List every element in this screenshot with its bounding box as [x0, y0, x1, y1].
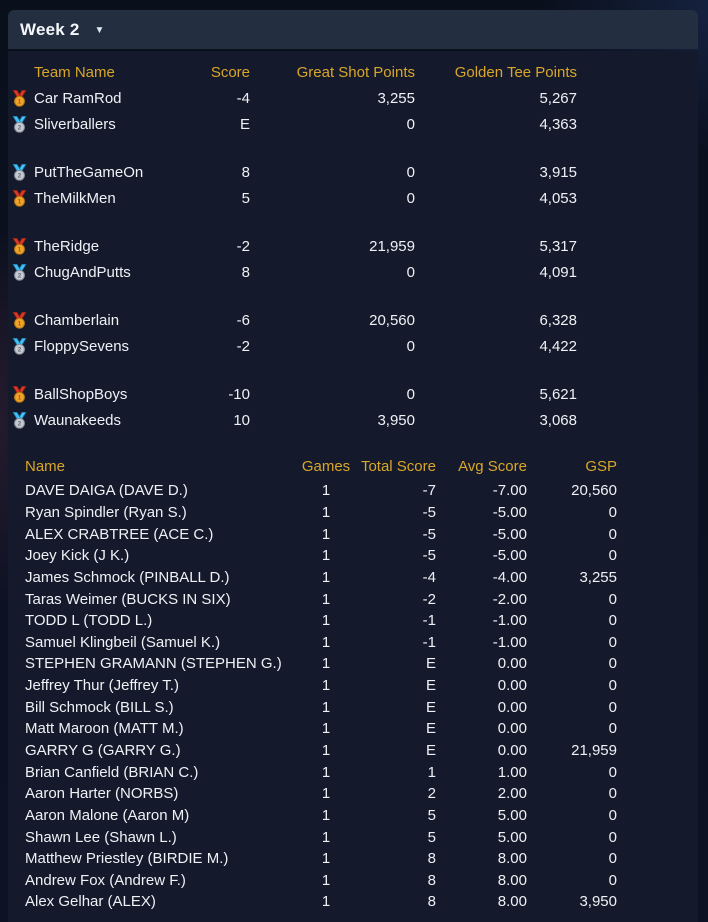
player-total-score: 2 [427, 785, 436, 803]
team-score: 10 [233, 411, 250, 429]
leaderboard-window [8, 10, 698, 922]
player-name: STEPHEN GRAMANN (STEPHEN G.) [25, 655, 282, 673]
player-avg-score: -1.00 [492, 612, 527, 630]
col-avg-score: Avg Score [458, 458, 527, 475]
player-total-score: 8 [427, 893, 436, 911]
player-avg-score: 8.00 [497, 871, 527, 889]
player-total-score: -5 [422, 547, 436, 565]
player-avg-score: 5.00 [497, 806, 527, 824]
team-name: FloppySevens [34, 337, 130, 355]
svg-text:1: 1 [17, 394, 22, 402]
team-table-body [8, 85, 698, 433]
player-games: 1 [321, 525, 331, 543]
player-name: Aaron Malone (Aaron M) [25, 806, 190, 824]
player-gsp: 0 [608, 850, 617, 868]
player-gsp: 0 [608, 590, 617, 608]
player-total-score: E [425, 742, 436, 759]
team-standings-table [8, 60, 698, 433]
team-score: -4 [236, 89, 250, 107]
team-row [8, 233, 698, 259]
player-row [8, 783, 698, 805]
team-name: TheMilkMen [34, 189, 116, 207]
svg-text:1: 1 [17, 246, 22, 254]
team-great-shot-points: 3,255 [377, 89, 415, 107]
team-great-shot-points: 0 [406, 189, 415, 207]
team-row [8, 407, 698, 433]
col-score: Score [210, 64, 250, 81]
player-avg-score: 1.00 [497, 763, 527, 781]
player-row [8, 805, 698, 827]
player-gsp: 0 [608, 871, 617, 889]
matchup-group [8, 85, 698, 137]
team-golden-tee-points: 5,267 [539, 89, 577, 107]
team-golden-tee-points: 5,317 [539, 237, 577, 255]
team-name: Chamberlain [34, 311, 120, 329]
player-name: Taras Weimer (BUCKS IN SIX) [25, 590, 231, 608]
team-golden-tee-points: 3,068 [539, 411, 577, 429]
player-table-header [8, 455, 698, 478]
player-name: Andrew Fox (Andrew F.) [25, 871, 186, 889]
player-total-score: -7 [422, 482, 436, 500]
team-score: -10 [228, 385, 250, 403]
player-games: 1 [321, 828, 331, 846]
player-avg-score: -2.00 [492, 590, 527, 608]
player-games: 1 [321, 612, 331, 630]
player-stats-table [8, 455, 698, 913]
team-great-shot-points: 21,959 [369, 237, 415, 255]
player-total-score: 8 [427, 871, 436, 889]
player-avg-score: 0.00 [497, 742, 527, 759]
team-golden-tee-points: 4,053 [539, 189, 577, 207]
player-row [8, 891, 698, 913]
silver-medal-icon [10, 264, 34, 281]
col-name: Name [25, 458, 66, 475]
player-games: 1 [321, 633, 331, 651]
player-gsp: 0 [608, 503, 617, 521]
player-gsp: 0 [608, 677, 617, 695]
player-gsp: 0 [608, 806, 617, 824]
player-total-score: -1 [422, 633, 436, 651]
team-great-shot-points: 3,950 [377, 411, 415, 429]
svg-text:2: 2 [17, 124, 22, 132]
player-gsp: 0 [608, 763, 617, 781]
player-gsp: 3,950 [579, 893, 617, 911]
player-gsp: 3,255 [579, 568, 617, 586]
player-table-body [8, 480, 698, 913]
matchup-group [8, 233, 698, 285]
player-games: 1 [321, 850, 331, 868]
player-row [8, 653, 698, 675]
team-great-shot-points: 0 [406, 263, 415, 281]
col-gsp: GSP [585, 458, 617, 475]
week-selector[interactable] [8, 10, 698, 49]
team-score: 8 [241, 263, 250, 281]
team-score: -2 [236, 237, 250, 255]
team-row [8, 333, 698, 359]
player-row [8, 588, 698, 610]
player-total-score: -5 [422, 503, 436, 521]
player-games: 1 [321, 871, 331, 889]
player-avg-score: -5.00 [492, 547, 527, 565]
player-avg-score: 0.00 [497, 655, 527, 673]
player-name: James Schmock (PINBALL D.) [25, 568, 230, 586]
player-avg-score: 2.00 [497, 785, 527, 803]
player-name: Joey Kick (J K.) [25, 547, 130, 565]
svg-text:2: 2 [17, 272, 22, 280]
team-great-shot-points: 0 [406, 337, 415, 355]
team-great-shot-points: 0 [406, 385, 415, 403]
team-row [8, 85, 698, 111]
col-team-name: Team Name [34, 64, 115, 81]
col-golden-tee-points: Golden Tee Points [454, 64, 577, 81]
player-games: 1 [321, 763, 331, 781]
team-score: -6 [236, 311, 250, 329]
player-row [8, 826, 698, 848]
player-name: TODD L (TODD L.) [25, 612, 153, 630]
gold-medal-icon [10, 238, 34, 255]
player-name: DAVE DAIGA (DAVE D.) [25, 482, 188, 500]
svg-text:1: 1 [17, 198, 22, 206]
player-gsp: 0 [608, 785, 617, 803]
matchup-group [8, 159, 698, 211]
player-total-score: E [425, 677, 436, 695]
player-avg-score: 8.00 [497, 893, 527, 911]
player-total-score: 1 [427, 763, 436, 781]
player-gsp: 0 [608, 612, 617, 630]
player-row [8, 696, 698, 718]
player-row [8, 718, 698, 740]
player-row [8, 480, 698, 502]
player-games: 1 [321, 568, 331, 586]
silver-medal-icon [10, 412, 34, 429]
player-games: 1 [321, 806, 331, 824]
player-avg-score: 8.00 [497, 850, 527, 868]
player-row [8, 610, 698, 632]
player-total-score: E [425, 720, 436, 738]
svg-text:2: 2 [17, 172, 22, 180]
team-name: Waunakeeds [34, 411, 121, 429]
svg-text:2: 2 [17, 420, 22, 428]
team-row [8, 159, 698, 185]
team-great-shot-points: 20,560 [369, 311, 415, 329]
player-name: Matt Maroon (MATT M.) [25, 720, 184, 738]
player-avg-score: -7.00 [492, 482, 527, 500]
player-total-score: 5 [427, 828, 436, 846]
player-name: Jeffrey Thur (Jeffrey T.) [25, 677, 179, 695]
player-name: GARRY G (GARRY G.) [25, 742, 181, 759]
player-total-score: -1 [422, 612, 436, 630]
player-total-score: -2 [422, 590, 436, 608]
player-name: Ryan Spindler (Ryan S.) [25, 503, 187, 521]
col-total-score: Total Score [360, 458, 436, 475]
player-row [8, 502, 698, 524]
player-total-score: E [425, 698, 436, 716]
team-row [8, 185, 698, 211]
player-games: 1 [321, 720, 331, 738]
team-name: Car RamRod [34, 89, 122, 107]
chevron-down-icon: ▼ [94, 25, 105, 36]
team-golden-tee-points: 4,091 [539, 263, 577, 281]
team-table-header [8, 60, 698, 85]
player-avg-score: 0.00 [497, 698, 527, 716]
team-golden-tee-points: 6,328 [539, 311, 577, 329]
player-gsp: 0 [608, 720, 617, 738]
week-selector-label: Week 2 [20, 19, 80, 39]
player-name: Shawn Lee (Shawn L.) [25, 828, 177, 846]
team-row [8, 307, 698, 333]
player-avg-score: -5.00 [492, 525, 527, 543]
player-row [8, 761, 698, 783]
team-score: 8 [241, 163, 250, 181]
player-name: Matthew Priestley (BIRDIE M.) [25, 850, 229, 868]
player-avg-score: 0.00 [497, 677, 527, 695]
player-row [8, 631, 698, 653]
player-games: 1 [321, 503, 331, 521]
player-total-score: 5 [427, 806, 436, 824]
svg-text:2: 2 [17, 346, 22, 354]
team-great-shot-points: 0 [406, 163, 415, 181]
silver-medal-icon [10, 116, 34, 133]
player-gsp: 0 [608, 547, 617, 565]
player-games: 1 [321, 482, 331, 500]
team-golden-tee-points: 5,621 [539, 385, 577, 403]
player-name: Samuel Klingbeil (Samuel K.) [25, 633, 221, 651]
player-gsp: 0 [608, 698, 617, 716]
player-gsp: 20,560 [571, 482, 617, 500]
player-row [8, 675, 698, 697]
player-avg-score: -5.00 [492, 503, 527, 521]
player-name: ALEX CRABTREE (ACE C.) [25, 525, 214, 543]
player-name: Bill Schmock (BILL S.) [25, 698, 174, 716]
gold-medal-icon [10, 90, 34, 107]
team-golden-tee-points: 4,422 [539, 337, 577, 355]
player-games: 1 [321, 590, 331, 608]
player-gsp: 21,959 [571, 742, 617, 759]
player-name: Brian Canfield (BRIAN C.) [25, 763, 199, 781]
team-name: ChugAndPutts [34, 263, 131, 281]
player-avg-score: -1.00 [492, 633, 527, 651]
team-name: Sliverballers [34, 115, 116, 133]
team-name: BallShopBoys [34, 385, 128, 403]
silver-medal-icon [10, 338, 34, 355]
player-avg-score: 0.00 [497, 720, 527, 738]
svg-text:1: 1 [17, 98, 22, 106]
player-row [8, 567, 698, 589]
team-score: -2 [236, 337, 250, 355]
matchup-group [8, 381, 698, 433]
player-games: 1 [321, 698, 331, 716]
team-row [8, 259, 698, 285]
player-name: Alex Gelhar (ALEX) [25, 893, 156, 911]
player-games: 1 [321, 547, 331, 565]
team-row [8, 111, 698, 137]
team-score: 5 [241, 189, 250, 207]
team-score: E [239, 115, 250, 133]
col-games: Games [301, 458, 351, 475]
matchup-group [8, 307, 698, 359]
team-golden-tee-points: 3,915 [539, 163, 577, 181]
player-row [8, 848, 698, 870]
player-total-score: E [425, 655, 436, 673]
team-golden-tee-points: 4,363 [539, 115, 577, 133]
player-total-score: -5 [422, 525, 436, 543]
gold-medal-icon [10, 190, 34, 207]
gold-medal-icon [10, 312, 34, 329]
player-row [8, 870, 698, 892]
player-games: 1 [321, 785, 331, 803]
team-great-shot-points: 0 [406, 115, 415, 133]
silver-medal-icon [10, 164, 34, 181]
player-games: 1 [321, 655, 331, 673]
player-gsp: 0 [608, 633, 617, 651]
content-panel [8, 51, 698, 922]
player-gsp: 0 [608, 828, 617, 846]
player-row [8, 740, 698, 762]
gold-medal-icon [10, 386, 34, 403]
player-games: 1 [321, 893, 331, 911]
svg-text:1: 1 [17, 320, 22, 328]
player-gsp: 0 [608, 525, 617, 543]
player-avg-score: -4.00 [492, 568, 527, 586]
player-total-score: 8 [427, 850, 436, 868]
player-games: 1 [321, 742, 331, 759]
player-row [8, 545, 698, 567]
player-total-score: -4 [422, 568, 436, 586]
player-name: Aaron Harter (NORBS) [25, 785, 179, 803]
col-great-shot-points: Great Shot Points [296, 64, 415, 81]
team-name: PutTheGameOn [34, 163, 144, 181]
team-row [8, 381, 698, 407]
player-games: 1 [321, 677, 331, 695]
player-gsp: 0 [608, 655, 617, 673]
team-name: TheRidge [34, 237, 100, 255]
player-avg-score: 5.00 [497, 828, 527, 846]
player-row [8, 523, 698, 545]
